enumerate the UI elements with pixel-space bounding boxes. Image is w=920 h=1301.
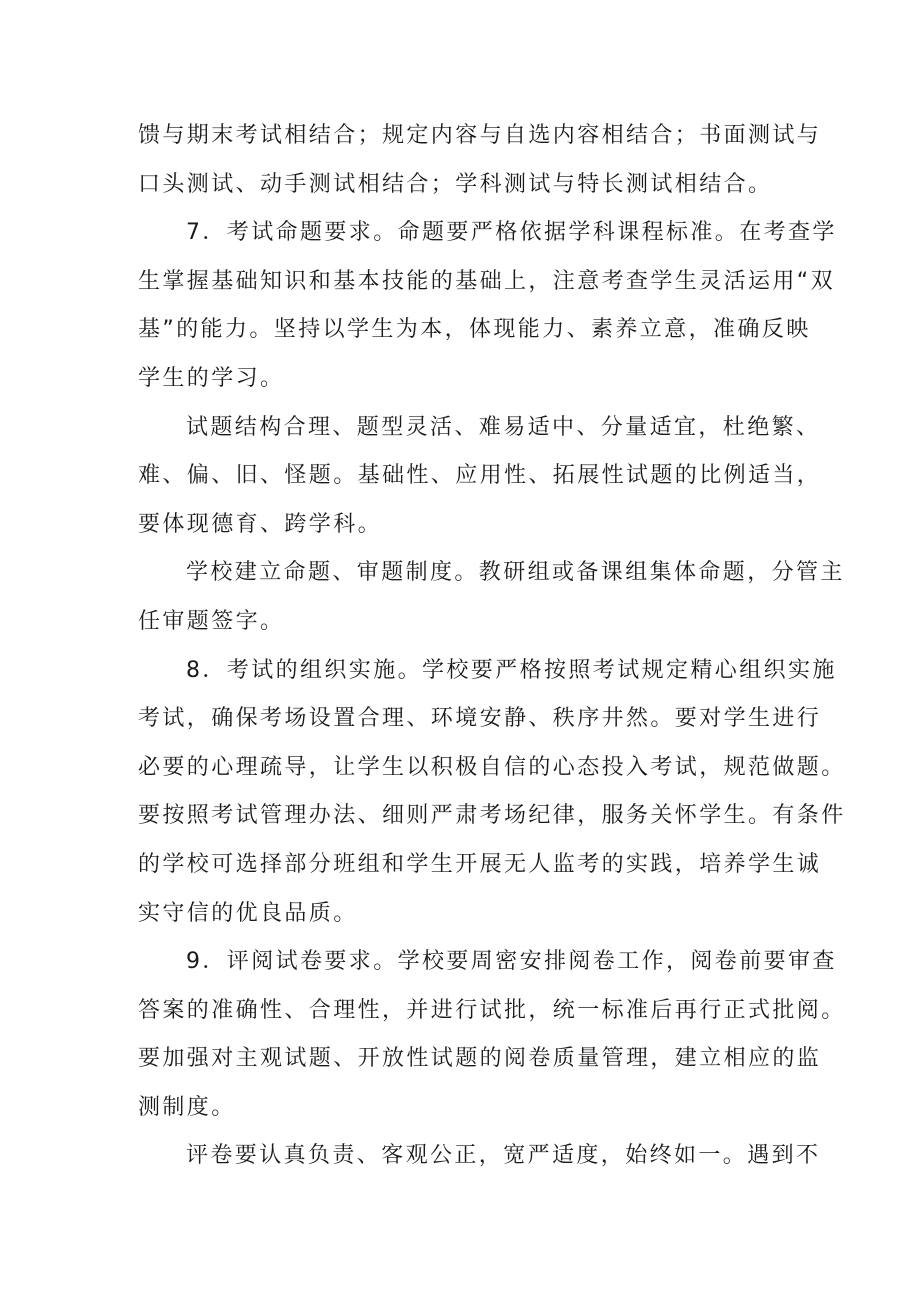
text-line: 任审题签字。	[138, 608, 285, 634]
paragraph-item-8-exam-organization	[138, 647, 846, 939]
text-line: 要加强对主观试题、开放性试题的阅卷质量管理，建立相应的监	[138, 1046, 822, 1072]
text-line: 的学校可选择部分班组和学生开展无人监考的实践，培养学生诚	[138, 851, 822, 877]
paragraph-question-structure	[138, 404, 822, 550]
paragraph-review-system	[138, 549, 845, 646]
document-body	[138, 112, 846, 1181]
paragraph-item-9-grading	[138, 938, 846, 1132]
paragraph-item-7-question-setting	[138, 209, 837, 403]
text-line: 7．考试命题要求。命题要严格依据学科课程标准。在考查学	[186, 220, 837, 246]
text-line: 馈与期末考试相结合；规定内容与自选内容相结合；书面测试与	[138, 123, 822, 148]
text-line: 难、偏、旧、怪题。基础性、应用性、拓展性试题的比例适当，	[138, 463, 822, 489]
text-line: 要体现德育、跨学科。	[138, 511, 383, 537]
text-line: 评卷要认真负责、客观公正，宽严适度，始终如一。遇到不	[186, 1143, 821, 1169]
text-line: 答案的准确性、合理性，并进行试批，统一标准后再行正式批阅。	[138, 997, 846, 1023]
text-line: 实守信的优良品质。	[138, 900, 358, 926]
text-line: 考试，确保考场设置合理、环境安静、秩序井然。要对学生进行	[138, 706, 822, 732]
paragraph-grading-attitude	[138, 1132, 821, 1181]
text-line: 口头测试、动手测试相结合；学科测试与特长测试相结合。	[138, 171, 773, 197]
text-line: 学生的学习。	[138, 365, 285, 391]
text-line: 必要的心理疏导，让学生以积极自信的心态投入考试，规范做题。	[138, 754, 846, 780]
text-line: 要按照考试管理办法、细则严肃考场纪律，服务关怀学生。有条件	[138, 803, 846, 829]
text-line: 试题结构合理、题型灵活、难易适中、分量适宜，杜绝繁、	[186, 414, 821, 440]
text-line: 9．评阅试卷要求。学校要周密安排阅卷工作，阅卷前要审查	[186, 949, 837, 975]
text-line: 8．考试的组织实施。学校要严格按照考试规定精心组织实施	[186, 657, 837, 683]
text-line: 生掌握基础知识和基本技能的基础上，注意考查学生灵活运用“双	[138, 268, 835, 294]
text-line: 学校建立命题、审题制度。教研组或备课组集体命题，分管主	[186, 560, 845, 586]
paragraph-exam-combination-continued	[138, 112, 822, 209]
text-line: 测制度。	[138, 1094, 236, 1120]
text-line: 基”的能力。坚持以学生为本，体现能力、素养立意，准确反映	[138, 317, 811, 343]
